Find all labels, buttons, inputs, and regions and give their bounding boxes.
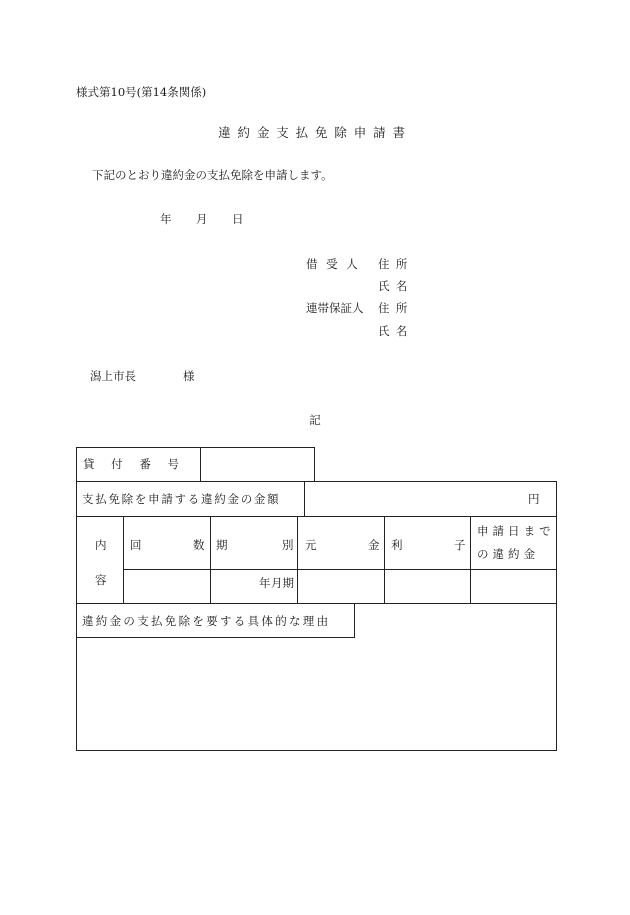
loan-number-label: 貸付番号 [83,457,196,471]
borrower-address-label: 住所 [378,257,414,271]
loan-number-divider [200,447,201,482]
intro-text: 下記のとおり違約金の支払免除を申請します。 [92,168,333,182]
document-title: 違約金支払免除申請書 [218,125,412,140]
reason-input-area[interactable] [76,637,557,751]
col-principal-label-b: 金 [368,538,380,552]
addressee-name: 潟上市長 [90,369,136,383]
detail-col-5 [470,516,471,603]
col-count-label-a: 回 [130,538,142,552]
col-principal-label-a: 元 [305,538,317,552]
ki-heading: 記 [309,413,321,427]
period-year-unit: 年 [259,576,271,590]
col-penalty-label-1: 申請日まで [477,524,555,538]
detail-col-2 [210,516,211,603]
guarantor-name-label: 氏名 [378,324,414,338]
col-period-label-a: 期 [216,538,228,552]
detail-mid-line [123,569,557,570]
borrower-role: 借受人 [306,257,367,271]
addressee-honorific: 様 [183,369,195,383]
amount-row-bottom [76,516,557,517]
col-period-label-b: 別 [282,538,294,552]
borrower-name-label: 氏名 [378,279,414,293]
guarantor-role: 連帯保証人 [306,301,364,315]
col-interest-label-a: 利 [391,538,403,552]
period-month-unit: 月期 [271,576,294,590]
detail-col-3 [297,516,298,603]
date-day-label: 日 [232,212,244,226]
amount-label: 支払免除を申請する違約金の金額 [82,492,281,506]
amount-divider [304,481,305,516]
detail-col-1 [123,516,124,603]
col-penalty-label-2: の違約金 [477,547,540,561]
col-interest-label-b: 子 [454,538,466,552]
reason-label: 違約金の支払免除を要する具体的な理由 [82,614,331,628]
yen-unit: 円 [528,492,540,506]
date-year-label: 年 [160,212,172,226]
content-label-top: 内 [95,538,107,552]
date-month-label: 月 [196,212,208,226]
content-label-bottom: 容 [95,573,107,587]
col-count-label-b: 数 [193,538,205,552]
guarantor-address-label: 住所 [378,301,414,315]
form-number: 様式第10号(第14条関係) [76,85,207,99]
detail-col-4 [384,516,385,603]
